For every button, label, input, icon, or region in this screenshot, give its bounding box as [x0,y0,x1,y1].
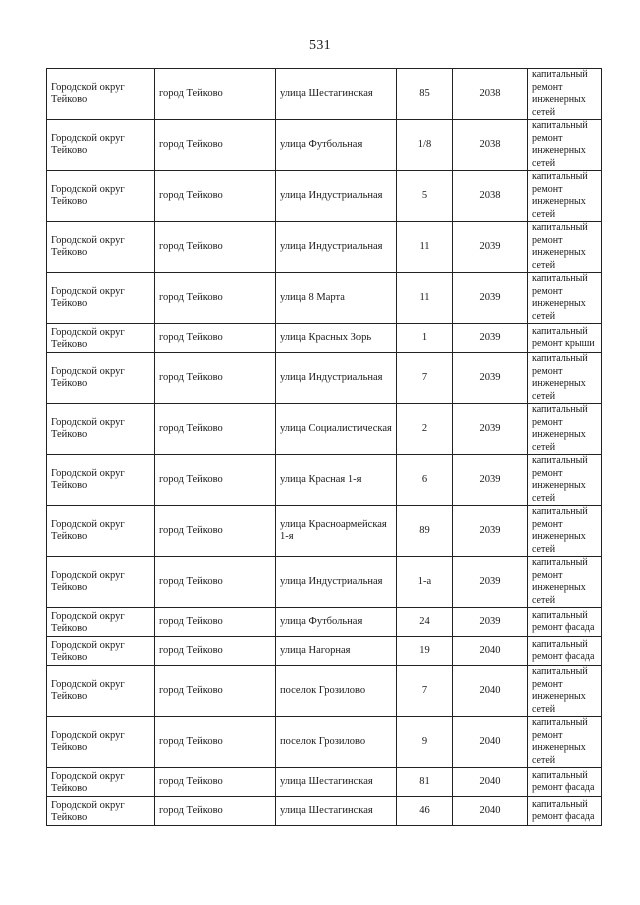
table-row [47,637,602,666]
city-cell: город Тейково [155,120,276,171]
house-number-cell: 24 [397,608,453,637]
table-row [47,69,602,120]
city-cell: город Тейково [155,768,276,797]
municipality-cell: Городской округ Тейково [47,506,155,557]
house-number-cell: 9 [397,717,453,768]
table-row [47,455,602,506]
year-cell: 2039 [453,273,528,324]
city-cell: город Тейково [155,557,276,608]
table-row [47,717,602,768]
municipality-cell: Городской округ Тейково [47,353,155,404]
street-cell: улица Футбольная [276,608,397,637]
year-cell: 2040 [453,768,528,797]
work-type-cell: капитальный ремонт инженерных сетей [528,557,602,608]
municipality-cell: Городской округ Тейково [47,608,155,637]
year-cell: 2040 [453,797,528,826]
street-cell: поселок Грозилово [276,717,397,768]
work-type-cell: капитальный ремонт инженерных сетей [528,69,602,120]
municipality-cell: Городской округ Тейково [47,717,155,768]
municipality-cell: Городской округ Тейково [47,637,155,666]
year-cell: 2040 [453,666,528,717]
year-cell: 2039 [453,557,528,608]
year-cell: 2038 [453,69,528,120]
year-cell: 2039 [453,404,528,455]
municipality-cell: Городской округ Тейково [47,404,155,455]
year-cell: 2039 [453,506,528,557]
street-cell: улица Индустриальная [276,557,397,608]
house-number-cell: 5 [397,171,453,222]
year-cell: 2040 [453,717,528,768]
work-type-cell: капитальный ремонт инженерных сетей [528,404,602,455]
city-cell: город Тейково [155,797,276,826]
house-number-cell: 1 [397,324,453,353]
table-row [47,506,602,557]
year-cell: 2038 [453,120,528,171]
street-cell: улица Шестагинская [276,69,397,120]
street-cell: улица Красноармейская 1-я [276,506,397,557]
table-row [47,273,602,324]
registry-table [46,68,602,826]
municipality-cell: Городской округ Тейково [47,666,155,717]
work-type-cell: капитальный ремонт инженерных сетей [528,666,602,717]
street-cell: улица Красных Зорь [276,324,397,353]
work-type-cell: капитальный ремонт инженерных сетей [528,353,602,404]
municipality-cell: Городской округ Тейково [47,797,155,826]
city-cell: город Тейково [155,171,276,222]
house-number-cell: 7 [397,666,453,717]
city-cell: город Тейково [155,273,276,324]
year-cell: 2039 [453,608,528,637]
house-number-cell: 1/8 [397,120,453,171]
work-type-cell: капитальный ремонт фасада [528,637,602,666]
city-cell: город Тейково [155,69,276,120]
house-number-cell: 85 [397,69,453,120]
work-type-cell: капитальный ремонт крыши [528,324,602,353]
street-cell: улица Индустриальная [276,222,397,273]
street-cell: улица Шестагинская [276,768,397,797]
city-cell: город Тейково [155,404,276,455]
street-cell: улица Футбольная [276,120,397,171]
year-cell: 2040 [453,637,528,666]
municipality-cell: Городской округ Тейково [47,120,155,171]
city-cell: город Тейково [155,353,276,404]
street-cell: улица Шестагинская [276,797,397,826]
work-type-cell: капитальный ремонт инженерных сетей [528,717,602,768]
table-row [47,666,602,717]
house-number-cell: 2 [397,404,453,455]
work-type-cell: капитальный ремонт инженерных сетей [528,273,602,324]
city-cell: город Тейково [155,608,276,637]
municipality-cell: Городской округ Тейково [47,557,155,608]
municipality-cell: Городской округ Тейково [47,222,155,273]
table-row [47,324,602,353]
street-cell: улица Красная 1-я [276,455,397,506]
work-type-cell: капитальный ремонт инженерных сетей [528,455,602,506]
city-cell: город Тейково [155,666,276,717]
work-type-cell: капитальный ремонт фасада [528,608,602,637]
house-number-cell: 11 [397,222,453,273]
year-cell: 2039 [453,324,528,353]
city-cell: город Тейково [155,637,276,666]
city-cell: город Тейково [155,324,276,353]
table-row [47,797,602,826]
table-row [47,557,602,608]
house-number-cell: 89 [397,506,453,557]
work-type-cell: капитальный ремонт фасада [528,797,602,826]
municipality-cell: Городской округ Тейково [47,455,155,506]
street-cell: улица Индустриальная [276,353,397,404]
table-row [47,171,602,222]
street-cell: улица Нагорная [276,637,397,666]
house-number-cell: 46 [397,797,453,826]
work-type-cell: капитальный ремонт фасада [528,768,602,797]
municipality-cell: Городской округ Тейково [47,171,155,222]
municipality-cell: Городской округ Тейково [47,273,155,324]
municipality-cell: Городской округ Тейково [47,324,155,353]
table-row [47,353,602,404]
street-cell: улица Социалистическая [276,404,397,455]
city-cell: город Тейково [155,506,276,557]
house-number-cell: 81 [397,768,453,797]
municipality-cell: Городской округ Тейково [47,768,155,797]
work-type-cell: капитальный ремонт инженерных сетей [528,120,602,171]
street-cell: поселок Грозилово [276,666,397,717]
year-cell: 2039 [453,353,528,404]
year-cell: 2039 [453,222,528,273]
street-cell: улица Индустриальная [276,171,397,222]
work-type-cell: капитальный ремонт инженерных сетей [528,222,602,273]
page-number: 531 [309,38,331,53]
house-number-cell: 7 [397,353,453,404]
year-cell: 2038 [453,171,528,222]
street-cell: улица 8 Марта [276,273,397,324]
house-number-cell: 11 [397,273,453,324]
table-row [47,404,602,455]
table-row [47,120,602,171]
work-type-cell: капитальный ремонт инженерных сетей [528,171,602,222]
city-cell: город Тейково [155,222,276,273]
house-number-cell: 19 [397,637,453,666]
table-row [47,768,602,797]
table-row [47,222,602,273]
house-number-cell: 1-а [397,557,453,608]
table-row [47,608,602,637]
year-cell: 2039 [453,455,528,506]
house-number-cell: 6 [397,455,453,506]
city-cell: город Тейково [155,455,276,506]
work-type-cell: капитальный ремонт инженерных сетей [528,506,602,557]
city-cell: город Тейково [155,717,276,768]
municipality-cell: Городской округ Тейково [47,69,155,120]
